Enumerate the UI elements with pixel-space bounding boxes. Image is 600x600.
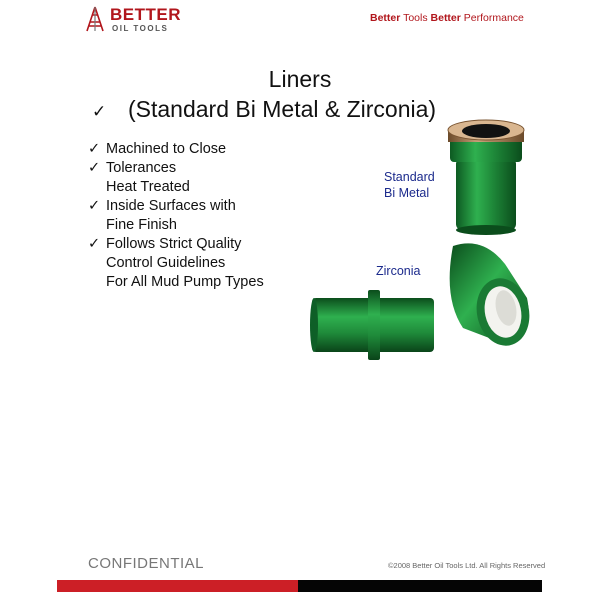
copyright-text: ©2008 Better Oil Tools Ltd. All Rights Reserved <box>388 561 546 570</box>
list-item-text: Follows Strict Quality <box>106 236 242 252</box>
tagline-word: Better <box>430 12 461 24</box>
tagline <box>370 12 524 24</box>
tagline-word: Tools <box>400 12 431 24</box>
list-item-text: For All Mud Pump Types <box>106 274 264 290</box>
list-item <box>88 140 264 159</box>
check-icon: ✓ <box>88 160 101 176</box>
tagline-word: Performance <box>460 12 524 24</box>
list-item <box>88 254 264 273</box>
check-icon: ✓ <box>88 141 101 157</box>
list-item-text: Fine Finish <box>106 217 177 233</box>
list-item <box>88 273 264 292</box>
check-icon: ✓ <box>92 102 107 121</box>
zirconia-liner-side-image <box>308 290 438 360</box>
derrick-logo-icon <box>84 6 106 32</box>
standard-label-line2: Bi Metal <box>384 186 430 200</box>
page-subtitle: (Standard Bi Metal & Zirconia) <box>128 96 437 122</box>
zirconia-label: Zirconia <box>376 264 421 278</box>
list-item <box>88 197 264 216</box>
list-item <box>88 216 264 235</box>
feature-list <box>88 140 264 292</box>
list-item-text: Heat Treated <box>106 179 190 195</box>
logo-subtext: OIL TOOLS <box>112 24 169 33</box>
list-item <box>88 178 264 197</box>
check-icon: ✓ <box>88 198 101 214</box>
check-icon: ✓ <box>88 236 101 252</box>
list-item-text: Inside Surfaces with <box>106 198 236 214</box>
footer-bar-black <box>298 580 542 592</box>
footer-bar-red <box>57 580 298 592</box>
confidential-label: CONFIDENTIAL <box>88 555 205 572</box>
list-item-text: Tolerances <box>106 160 177 176</box>
logo-text: BETTER <box>110 5 181 24</box>
list-item <box>88 235 264 254</box>
tagline-word: Better <box>370 12 401 24</box>
list-item-text: Control Guidelines <box>106 255 226 271</box>
list-item-text: Machined to Close <box>106 141 227 157</box>
standard-label-line1: Standard <box>384 170 435 184</box>
zirconia-liner-end-image <box>443 238 533 350</box>
page-title: Liners <box>268 66 332 92</box>
list-item <box>88 159 264 178</box>
standard-bimetal-liner-image <box>440 118 532 236</box>
